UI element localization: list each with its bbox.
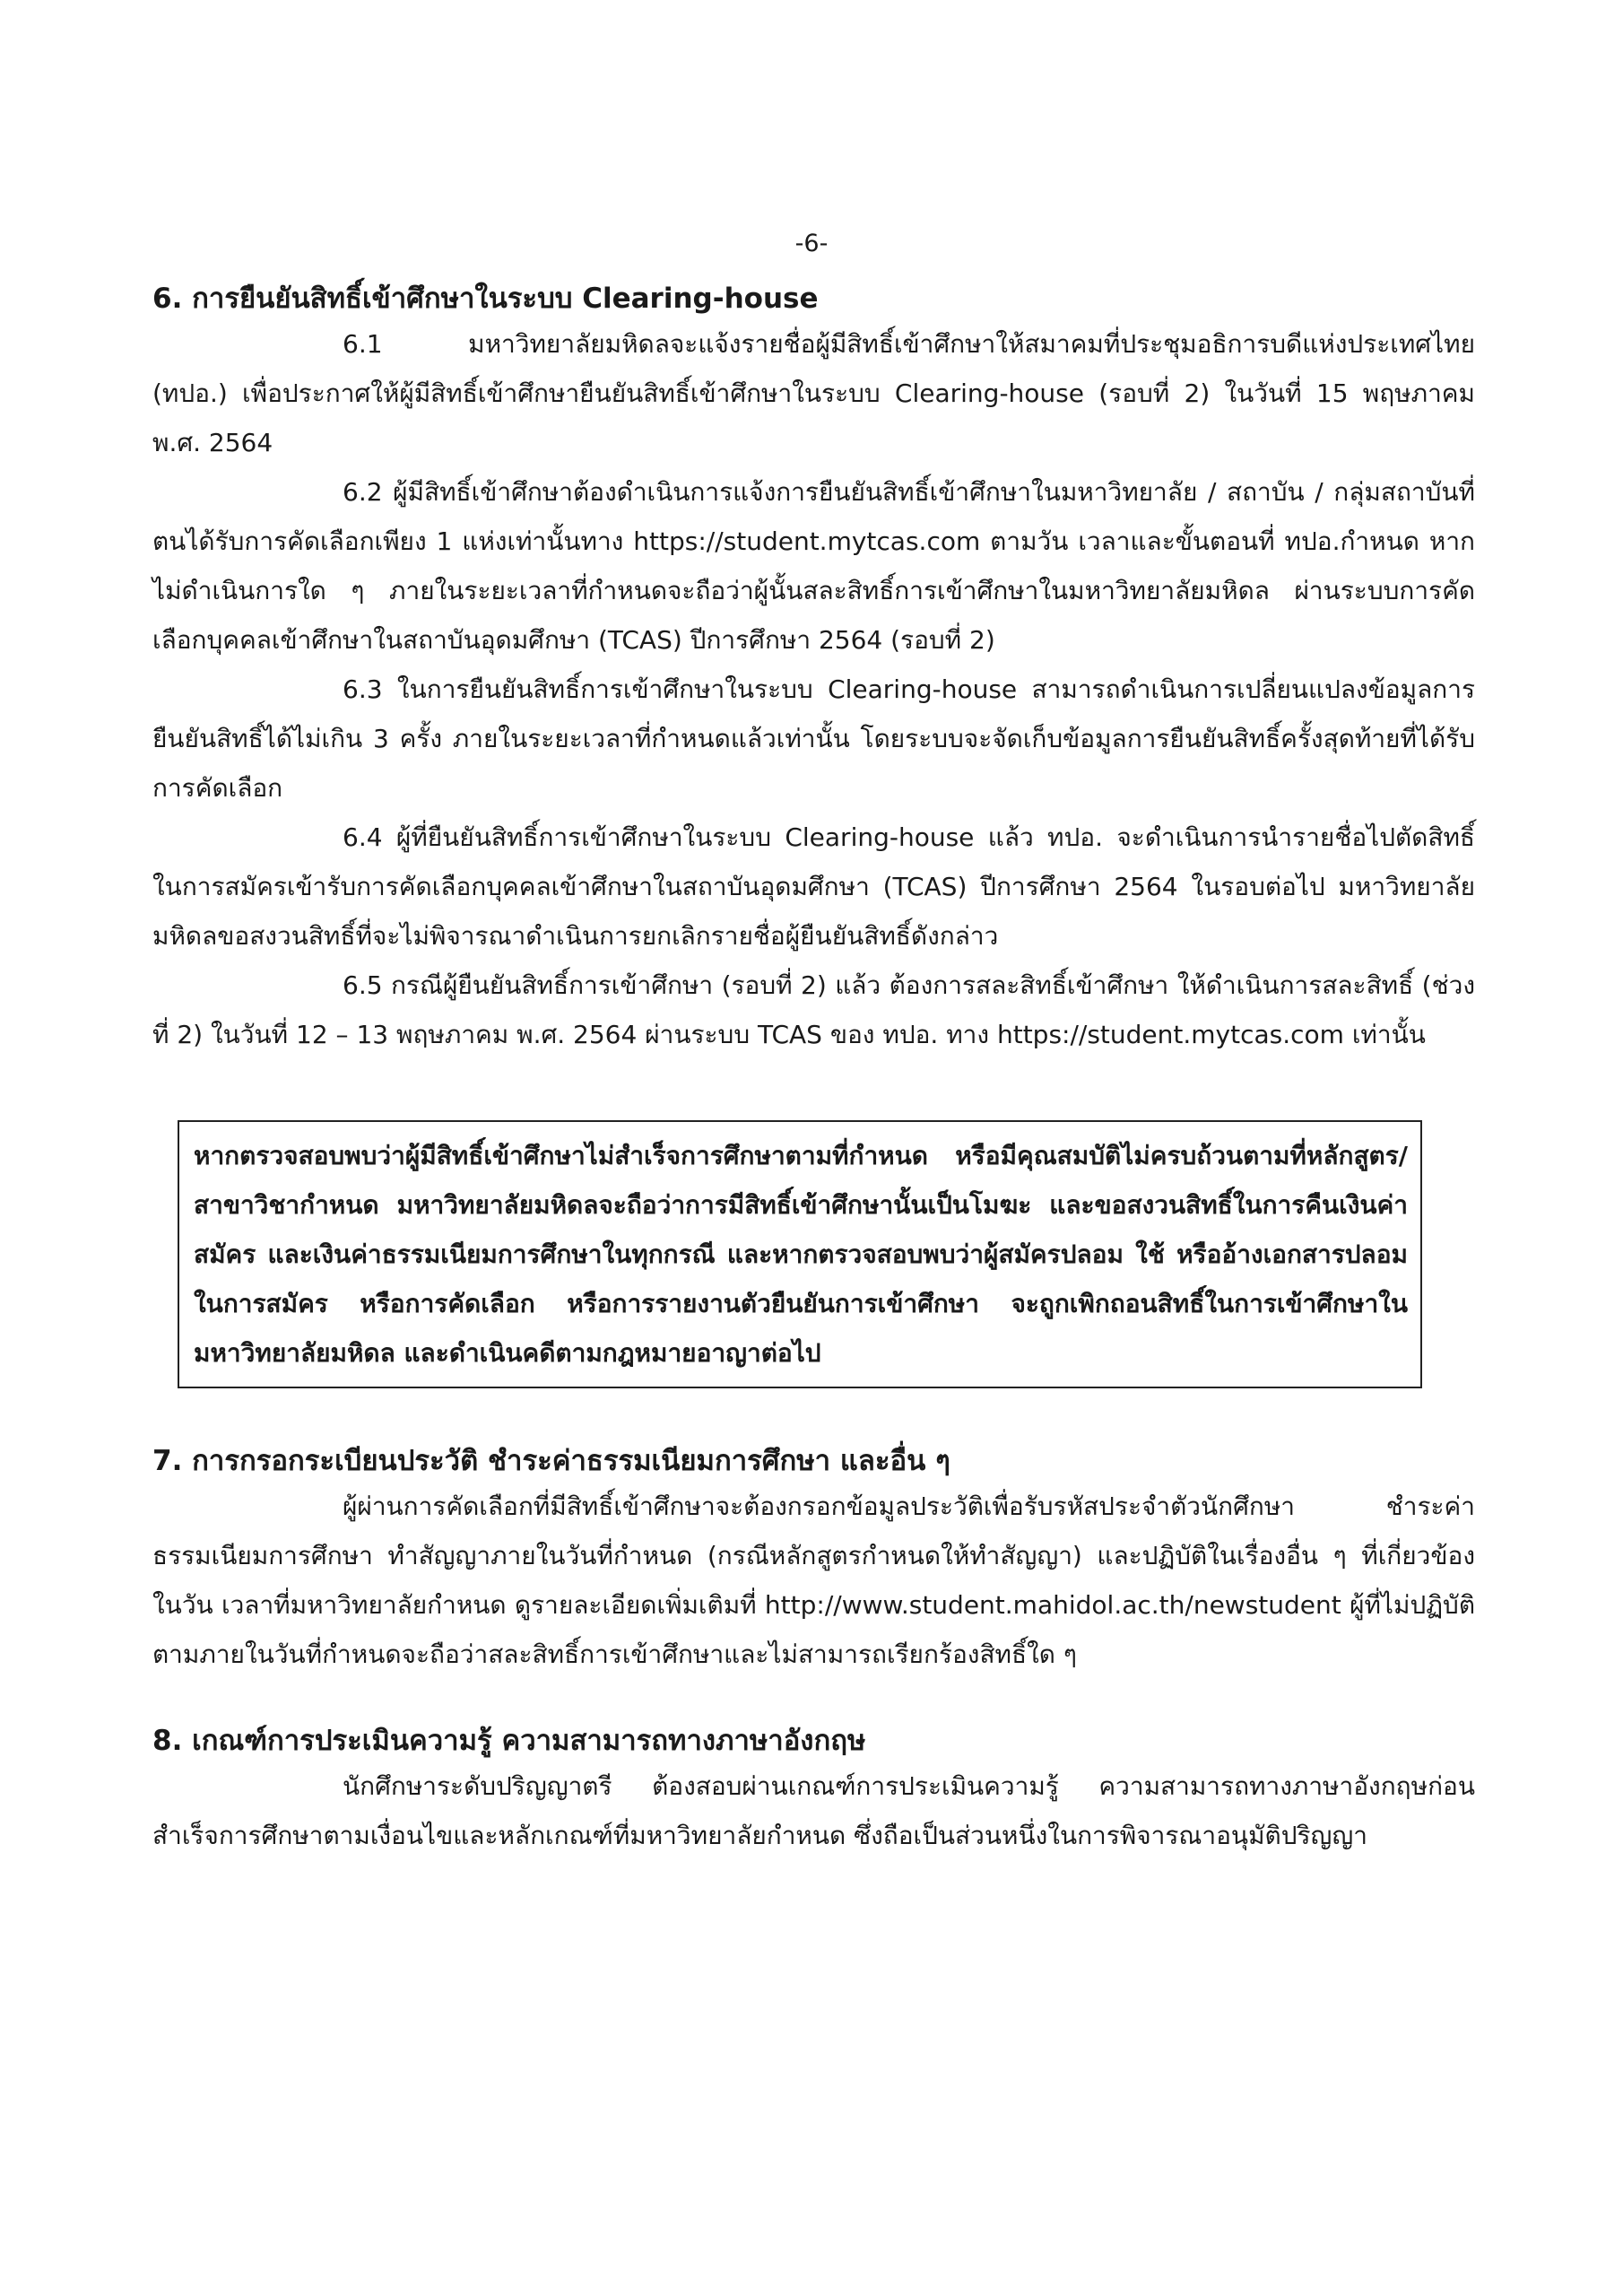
paragraph-8: นักศึกษาระดับปริญญาตรี ต้องสอบผ่านเกณฑ์การประเมินความรู้ ความสามารถทางภาษาอังกฤษก่อนสำเร็จการศึกษาตามเงื่อนไขและหลักเกณฑ์ที่มหาวิทยาลัยกำหนด ซึ่งถือเป็นส่วนหนึ่งในการพิจารณาอนุมัติปริญญา — [152, 1771, 1475, 1850]
warning-notice-text: หากตรวจสอบพบว่าผู้มีสิทธิ์เข้าศึกษาไม่สำเร็จการศึกษาตามที่กำหนด หรือมีคุณสมบัติไม่ครบถ้วนตามที่หลักสูตร/สาขาวิชากำหนด มหาวิทยาลัยมหิดลจะถือว่าการมีสิทธิ์เข้าศึกษานั้นเป็นโมฆะ และขอสงวนสิทธิ์ในการคืนเงินค่าสมัคร และเงินค่าธรรมเนียมการศึกษาในทุกกรณี และหากตรวจสอบพบว่าผู้สมัครปลอม ใช้ หรืออ้างเอกสารปลอมในการสมัคร หรือการคัดเลือก หรือการรายงานตัวยืนยันการเข้าศึกษา จะถูกเพิกถอนสิทธิ์ในการเข้าศึกษาในมหาวิทยาลัยมหิดล และดำเนินคดีตามกฎหมายอาญาต่อไป — [194, 1141, 1408, 1368]
section-6-heading: 6. การยืนยันสิทธิ์เข้าศึกษาในระบบ Clearing-house — [152, 283, 819, 315]
page-number: -6- — [794, 230, 829, 257]
section-8-english-criteria — [152, 1720, 1475, 1860]
paragraph-7: ผู้ผ่านการคัดเลือกที่มีสิทธิ์เข้าศึกษาจะต้องกรอกข้อมูลประวัติเพื่อรับรหัสประจำตัวนักศึกษา ชำระค่าธรรมเนียมการศึกษา ทำสัญญาภายในวันที่กำหนด (กรณีหลักสูตรกำหนดให้ทำสัญญา) และปฏิบัติในเรื่องอื่น ๆ ที่เกี่ยวข้อง ในวัน เวลาที่มหาวิทยาลัยกำหนด ดูรายละเอียดเพิ่มเติมที่ http://www.student.mahidol.ac.th/newstudent ผู้ที่ไม่ปฏิบัติตามภายในวันที่กำหนดจะถือว่าสละสิทธิ์การเข้าศึกษาและไม่สามารถเรียกร้องสิทธิ์ใด ๆ — [152, 1492, 1475, 1669]
document-body — [152, 278, 1475, 1860]
section-8-heading: 8. เกณฑ์การประเมินความรู้ ความสามารถทางภาษาอังกฤษ — [152, 1725, 866, 1757]
paragraph-6-3: 6.3 ในการยืนยันสิทธิ์การเข้าศึกษาในระบบ Clearing-house สามารถดำเนินการเปลี่ยนแปลงข้อมูลการยืนยันสิทธิ์ได้ไม่เกิน 3 ครั้ง ภายในระยะเวลาที่กำหนดแล้วเท่านั้น โดยระบบจะจัดเก็บข้อมูลการยืนยันสิทธิ์ครั้งสุดท้ายที่ได้รับการคัดเลือก — [152, 674, 1475, 803]
section-7-registration — [152, 1440, 1475, 1679]
paragraph-6-5: 6.5 กรณีผู้ยืนยันสิทธิ์การเข้าศึกษา (รอบที่ 2) แล้ว ต้องการสละสิทธิ์เข้าศึกษา ให้ดำเนินการสละสิทธิ์ (ช่วงที่ 2) ในวันที่ 12 – 13 พฤษภาคม พ.ศ. 2564 ผ่านระบบ TCAS ของ ทปอ. ทาง https://student.mytcas.com เท่านั้น — [152, 970, 1475, 1049]
warning-notice-box — [178, 1120, 1422, 1388]
section-7-heading: 7. การกรอกระเบียนประวัติ ชำระค่าธรรมเนียมการศึกษา และอื่น ๆ — [152, 1445, 950, 1477]
paragraph-6-1: 6.1 มหาวิทยาลัยมหิดลจะแจ้งรายชื่อผู้มีสิทธิ์เข้าศึกษาให้สมาคมที่ประชุมอธิการบดีแห่งประเทศไทย (ทปอ.) เพื่อประกาศให้ผู้มีสิทธิ์เข้าศึกษายืนยันสิทธิ์เข้าศึกษาในระบบ Clearing-house (รอบที่ 2) ในวันที่ 15 พฤษภาคม พ.ศ. 2564 — [152, 329, 1475, 457]
section-6-clearing-house — [152, 278, 1475, 1059]
paragraph-6-2: 6.2 ผู้มีสิทธิ์เข้าศึกษาต้องดำเนินการแจ้งการยืนยันสิทธิ์เข้าศึกษาในมหาวิทยาลัย / สถาบัน / กลุ่มสถาบันที่ตนได้รับการคัดเลือกเพียง 1 แห่งเท่านั้นทาง https://student.mytcas.com ตามวัน เวลาและขั้นตอนที่ ทปอ.กำหนด หากไม่ดำเนินการใด ๆ ภายในระยะเวลาที่กำหนดจะถือว่าผู้นั้นสละสิทธิ์การเข้าศึกษาในมหาวิทยาลัยมหิดล ผ่านระบบการคัดเลือกบุคคลเข้าศึกษาในสถาบันอุดมศึกษา (TCAS) ปีการศึกษา 2564 (รอบที่ 2) — [152, 477, 1475, 655]
paragraph-6-4: 6.4 ผู้ที่ยืนยันสิทธิ์การเข้าศึกษาในระบบ Clearing-house แล้ว ทปอ. จะดำเนินการนำรายชื่อไปตัดสิทธิ์ในการสมัครเข้ารับการคัดเลือกบุคคลเข้าศึกษาในสถาบันอุดมศึกษา (TCAS) ปีการศึกษา 2564 ในรอบต่อไป มหาวิทยาลัยมหิดลขอสงวนสิทธิ์ที่จะไม่พิจารณาดำเนินการยกเลิกรายชื่อผู้ยืนยันสิทธิ์ดังกล่าว — [152, 822, 1475, 951]
